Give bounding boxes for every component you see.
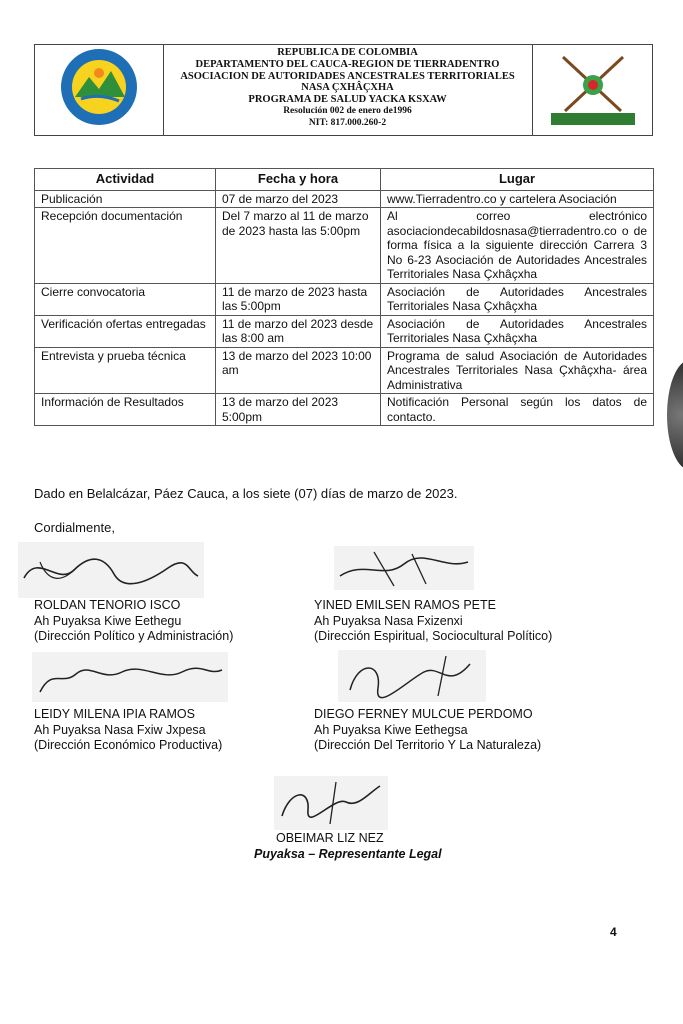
signatory-role: Ah Puyaksa Kiwe Eethegu <box>34 613 182 628</box>
signatory-dept: (Dirección Económico Productiva) <box>34 738 223 752</box>
signatory-block <box>314 707 541 754</box>
table-cell: www.Tierradentro.co y cartelera Asociación <box>381 190 654 208</box>
signatory-name: ROLDAN TENORIO ISCO <box>34 598 181 612</box>
table-row <box>35 394 654 426</box>
signatory-name: DIEGO FERNEY MULCUE PERDOMO <box>314 707 533 721</box>
table-cell: Del 7 marzo al 11 de marzo de 2023 hasta las 5:00pm <box>216 208 381 284</box>
table-cell: Verificación ofertas entregadas <box>35 315 216 347</box>
signatory-dept: (Dirección Político y Administración) <box>34 629 234 643</box>
table-header-row <box>35 169 654 191</box>
association-logo <box>35 45 164 135</box>
table-cell: 07 de marzo del 2023 <box>216 190 381 208</box>
signature-image <box>338 650 486 702</box>
table-cell: Notificación Personal según los datos de contacto. <box>381 394 654 426</box>
page-number: 4 <box>610 925 617 939</box>
table-row <box>35 190 654 208</box>
header-line: Resolución 002 de enero de1996 <box>283 105 412 116</box>
header-line: PROGRAMA DE SALUD YACKA KSXAW <box>248 94 447 106</box>
signatory-role: Ah Puyaksa Nasa Fxizenxi <box>314 613 463 628</box>
table-cell: Entrevista y prueba técnica <box>35 347 216 394</box>
schedule-table <box>34 168 654 426</box>
header-text <box>163 45 533 135</box>
table-row <box>35 315 654 347</box>
column-header: Lugar <box>381 169 654 191</box>
salutation: Cordialmente, <box>34 520 115 535</box>
table-cell: 11 de marzo de 2023 hasta las 5:00pm <box>216 283 381 315</box>
table-row <box>35 347 654 394</box>
table-row <box>35 208 654 284</box>
signatory-block <box>34 598 233 645</box>
dated-statement: Dado en Belalcázar, Páez Cauca, a los siete (07) días de marzo de 2023. <box>34 486 458 501</box>
header-line: NASA ÇXHÂÇXHA <box>301 82 394 94</box>
signatory-dept: (Dirección Del Territorio Y La Naturaleza) <box>314 738 542 752</box>
table-cell: Programa de salud Asociación de Autoridades Ancestrales Territoriales Nasa Çxhâçxha- área Administrativa <box>381 347 654 394</box>
signatory-role: Ah Puyaksa Nasa Fxiw Jxpesa <box>34 722 206 737</box>
legal-rep-title: Puyaksa – Representante Legal <box>254 846 442 861</box>
table-cell: 11 de marzo del 2023 desde las 8:00 am <box>216 315 381 347</box>
table-cell: Al correo electrónico asociaciondecabildosnasa@tierradentro.co o de forma física a la siguiente dirección Carrera 3 No 6-23 Asociación de Autoridades Ancestrales Territoriales Nasa Çxhâçxha <box>381 208 654 284</box>
table-cell: 13 de marzo del 2023 5:00pm <box>216 394 381 426</box>
column-header: Fecha y hora <box>216 169 381 191</box>
signature-image <box>274 776 388 830</box>
signatory-block <box>314 598 552 645</box>
table-cell: Publicación <box>35 190 216 208</box>
signatory-role: Ah Puyaksa Kiwe Eethegsa <box>314 722 468 737</box>
table-cell: Asociación de Autoridades Ancestrales Territoriales Nasa Çxhâçxha <box>381 315 654 347</box>
signatory-name: LEIDY MILENA IPIA RAMOS <box>34 707 195 721</box>
legal-rep-name: OBEIMAR LIZ NEZ <box>276 831 384 845</box>
legal-rep-block <box>254 831 442 862</box>
health-program-logo <box>533 45 652 135</box>
column-header: Actividad <box>35 169 216 191</box>
signatory-block <box>34 707 222 754</box>
signature-image <box>334 546 474 590</box>
table-cell: Recepción documentación <box>35 208 216 284</box>
signature-image <box>32 652 228 702</box>
table-row <box>35 283 654 315</box>
header-line: NIT: 817.000.260-2 <box>308 117 387 128</box>
header-line: DEPARTAMENTO DEL CAUCA-REGION DE TIERRADENTRO <box>195 58 500 70</box>
table-cell: Información de Resultados <box>35 394 216 426</box>
signatory-dept: (Dirección Espiritual, Sociocultural Político) <box>314 629 553 643</box>
header-line: ASOCIACION DE AUTORIDADES ANCESTRALES TERRITORIALES <box>180 70 515 82</box>
table-cell: 13 de marzo del 2023 10:00 am <box>216 347 381 394</box>
scroll-thumb[interactable] <box>667 360 683 470</box>
header-line: REPUBLICA DE COLOMBIA <box>277 47 418 58</box>
document-header <box>34 44 653 136</box>
table-cell: Cierre convocatoria <box>35 283 216 315</box>
table-cell: Asociación de Autoridades Ancestrales Territoriales Nasa Çxhâçxha <box>381 283 654 315</box>
signatory-name: YINED EMILSEN RAMOS PETE <box>314 598 496 612</box>
signature-image <box>18 542 204 598</box>
